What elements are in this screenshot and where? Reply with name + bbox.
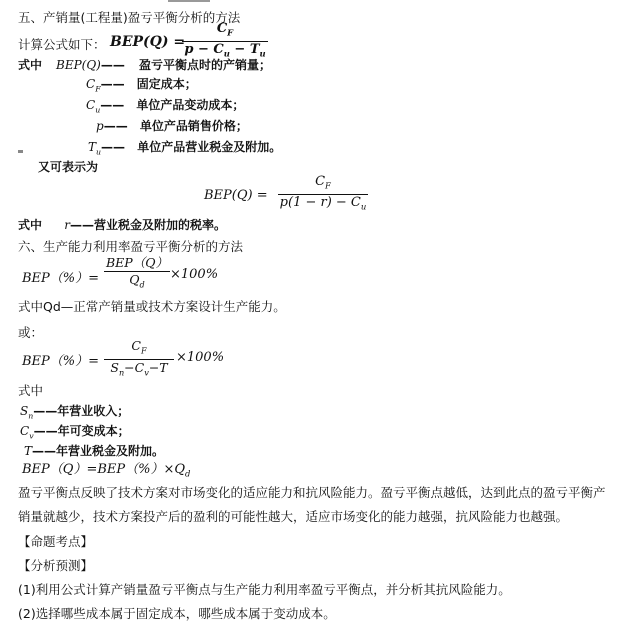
formula-intro: 计算公式如下： (18, 37, 106, 52)
formula-lhs: BEP(Q) = (110, 34, 186, 50)
paragraph-line-1: 盈亏平衡点反映了技术方案对市场变化的适应能力和抗风险能力。盈亏平衡点越低，达到此点的盈亏平衡产 (18, 485, 606, 500)
section6-heading: 六、生产能力利用率盈亏平衡分析的方法 (18, 239, 244, 254)
alt-formula-lhs: BEP(Q) = (204, 188, 268, 203)
def-cu: $C_u——$ 单位产品变动成本； (86, 98, 245, 115)
f1-lhs: BEP（%）= (22, 271, 100, 286)
alt-numerator: $C_F$ (315, 174, 331, 191)
f1-denominator: $Q_d$ (129, 272, 145, 290)
frac-denominator: $p - C_u - T_u$ (184, 41, 266, 59)
alt-formula-fraction (278, 175, 368, 213)
qd-note: 式中Qd—正常产销量或技术方案设计生产能力。 (18, 299, 286, 314)
def-cf: $C_F——$ 固定成本； (86, 77, 197, 94)
f2-denominator: $S_n-C_v-T$ (110, 359, 168, 377)
f1-rhs: ×100% (170, 267, 219, 282)
f1-fraction (104, 256, 170, 292)
where-label-1: 式中 (18, 58, 43, 72)
or-label: 或： (18, 325, 44, 340)
alt-denominator: $p(1 - r) - C_u$ (279, 194, 367, 212)
frac-numerator: $C_F$ (216, 21, 234, 38)
margin-speck (18, 150, 23, 153)
paragraph-line-2: 销量就越少，技术方案投产后的盈利的可能性越大，适应市场变化的能力越强，抗风险能力也越强。 (18, 509, 569, 524)
section5-heading: 五、产销量(工程量)盈亏平衡分析的方法 (18, 10, 241, 25)
f2-rhs: ×100% (176, 350, 225, 365)
f2-fraction (104, 339, 174, 379)
kaodian-heading: 【命题考点】 (18, 534, 94, 549)
def-sn: $S_n——$年营业收入； (20, 404, 130, 421)
f1-numerator: BEP（Q） (106, 255, 168, 270)
formula-fraction (182, 22, 268, 60)
def-t: T——年营业税金及附加。 (24, 444, 165, 458)
analysis-item-2: (2)选择哪些成本属于固定成本，哪些成本属于变动成本。 (18, 606, 336, 621)
def-tu: $T_u——$ 单位产品营业税金及附加。 (88, 140, 282, 157)
top-speck (168, 0, 210, 2)
f2-numerator: $C_F$ (131, 338, 147, 356)
def-p: p—— 单位产品销售价格； (96, 119, 248, 133)
def-bep-q: BEP(Q)—— 盈亏平衡点时的产销量； (56, 58, 272, 72)
alt-intro: 又可表示为 (38, 160, 99, 174)
where-label-2: 式中 (18, 383, 44, 398)
alt-where-line: 式中 r——营业税金及附加的税率。 (18, 218, 226, 232)
f2-lhs: BEP（%）= (22, 354, 100, 369)
yuce-heading: 【分析预测】 (18, 558, 94, 573)
relation-formula: $BEP(Q)=BEP(\%)\times Q_d$ (22, 462, 191, 479)
def-cv: $C_v——$年可变成本； (20, 424, 130, 441)
analysis-item-1: (1)利用公式计算产销量盈亏平衡点与生产能力利用率盈亏平衡点，并分析其抗风险能力。 (18, 582, 511, 597)
